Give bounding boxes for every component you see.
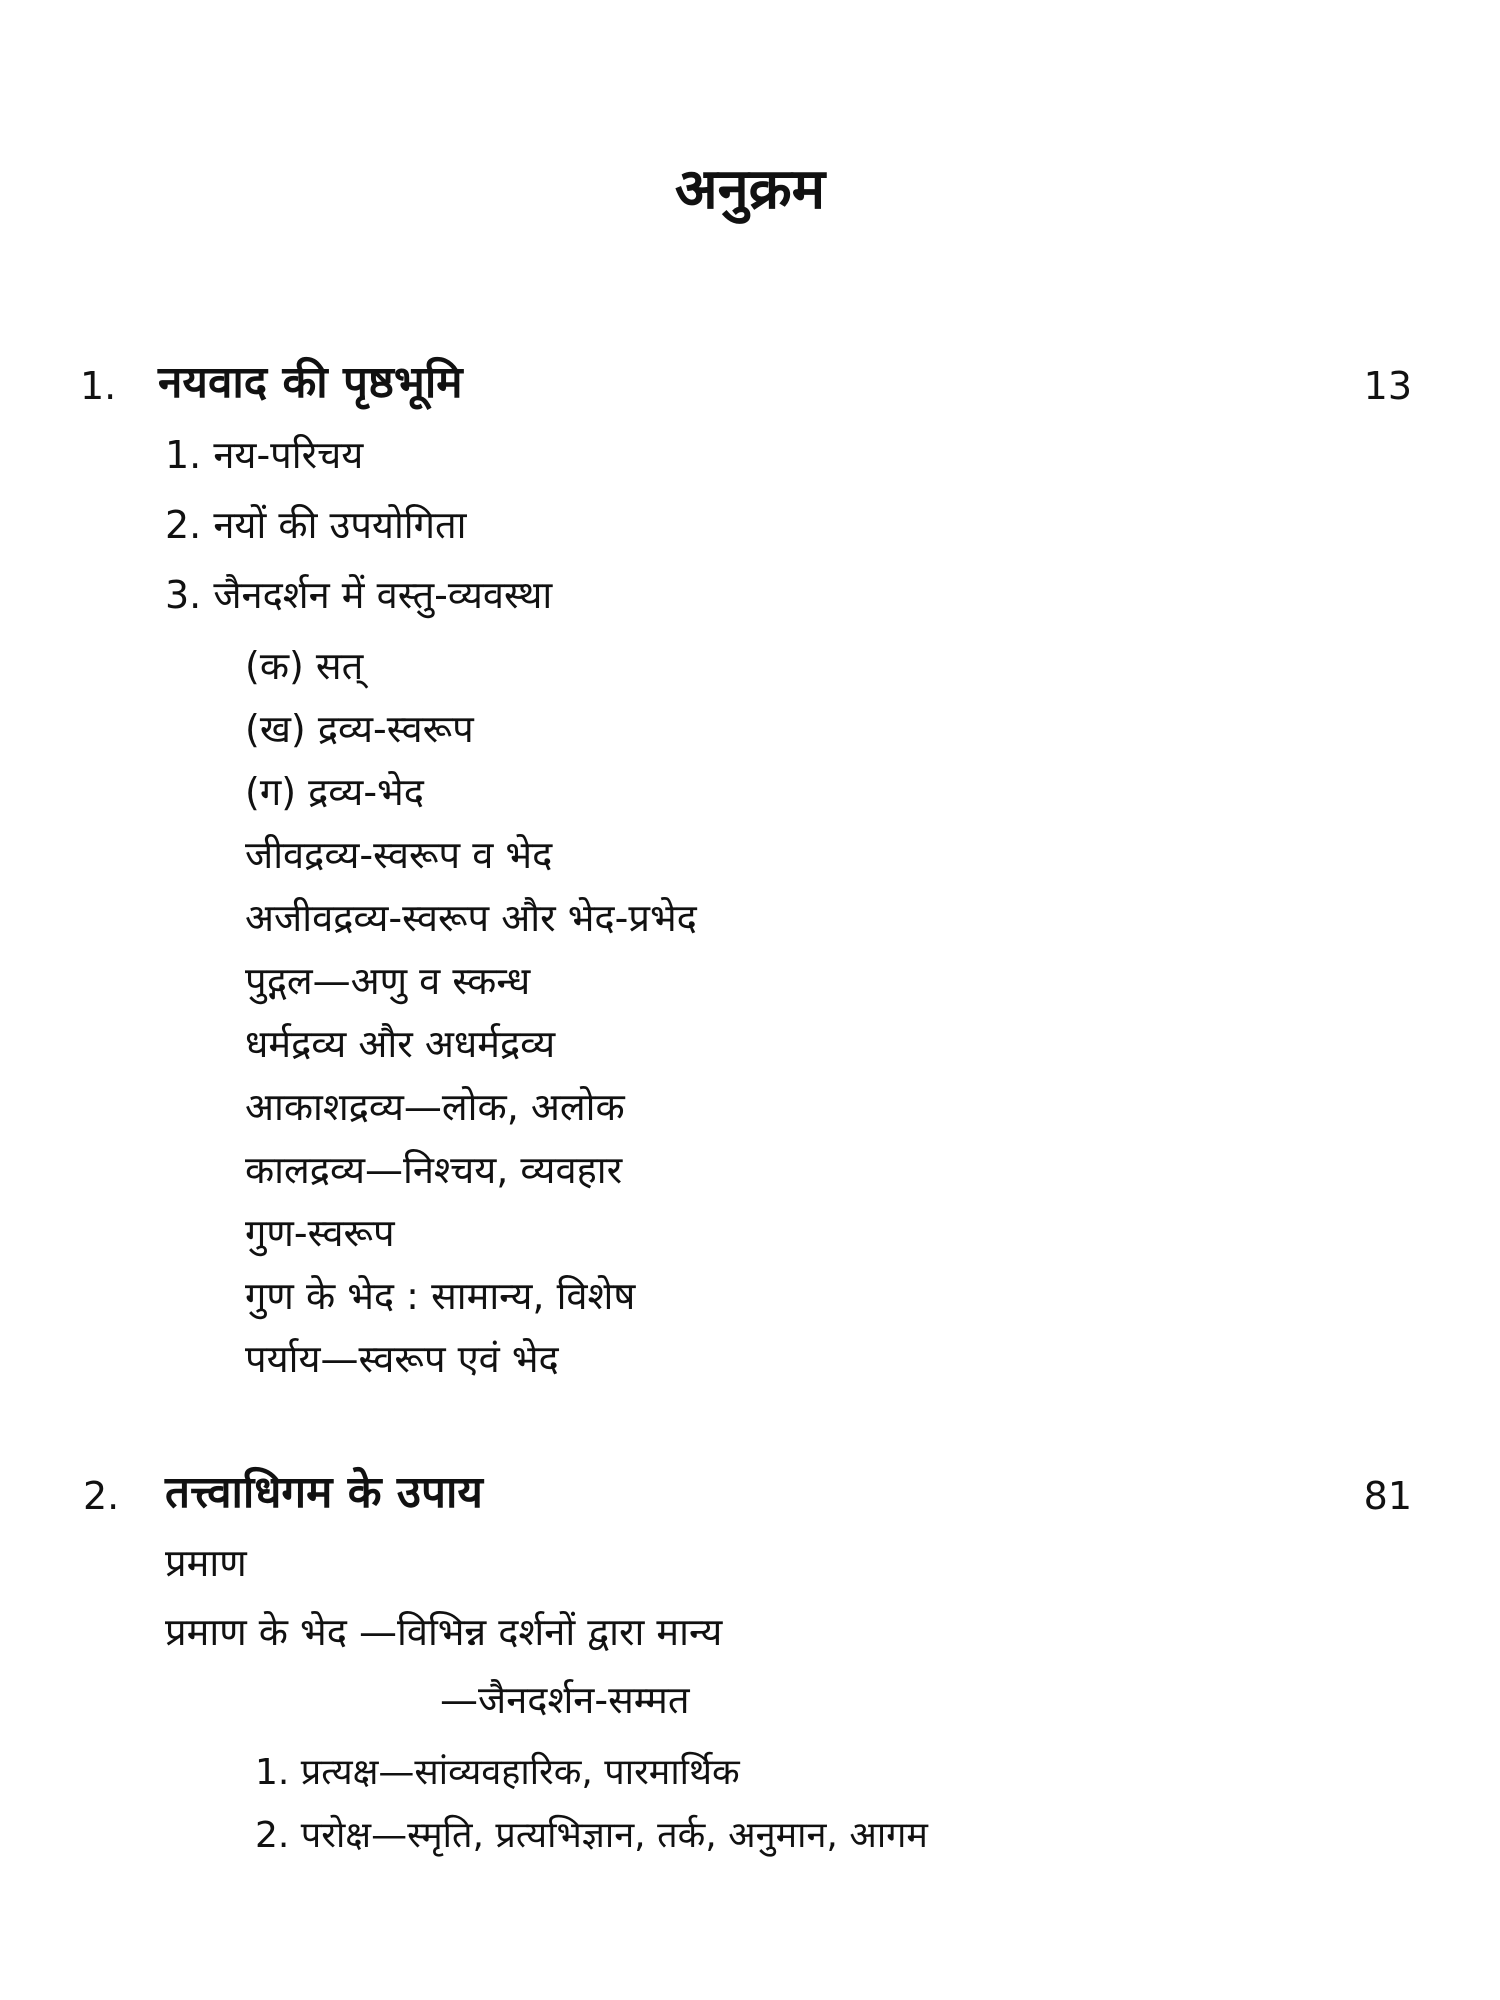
chapter-2-item: प्रमाण के भेद —विभिन्न दर्शनों द्वारा मान्य [165,1610,723,1654]
chapter-1-subitem: अजीवद्रव्य-स्वरूप और भेद-प्रभेद [245,896,697,940]
chapter-1-item: 2. नयों की उपयोगिता [165,503,467,547]
chapter-1-subitem: (क) सत् [245,644,364,688]
chapter-1-page: 13 [1363,364,1412,408]
chapter-1-number: 1. [80,364,117,408]
chapter-2-subitem: 2. परोक्ष—स्मृति, प्रत्यभिज्ञान, तर्क, अनुमान, आगम [255,1815,928,1856]
page-title: अनुक्रम [674,157,826,222]
chapter-1-subitem: (ग) द्रव्य-भेद [245,770,424,814]
chapter-1-title: नयवाद की पृष्ठभूमि [158,357,463,408]
chapter-2-item: प्रमाण [165,1541,247,1585]
chapter-1-subitem: कालद्रव्य—निश्चय, व्यवहार [245,1148,623,1192]
chapter-2-title: तत्त्वाधिगम के उपाय [165,1467,483,1518]
chapter-2-page: 81 [1363,1474,1412,1518]
chapter-1-item: 3. जैनदर्शन में वस्तु-व्यवस्था [165,573,553,617]
chapter-2-subitem: 1. प्रत्यक्ष—सांव्यवहारिक, पारमार्थिक [255,1752,740,1793]
chapter-1-subitem: पर्याय—स्वरूप एवं भेद [245,1337,559,1381]
chapter-1-subitem: जीवद्रव्य-स्वरूप व भेद [245,833,553,877]
chapter-2-number: 2. [83,1474,120,1518]
chapter-1-subitem: पुद्गल—अणु व स्कन्ध [245,959,531,1003]
chapter-1-subitem: (ख) द्रव्य-स्वरूप [245,707,474,751]
chapter-2-item: —जैनदर्शन-सम्मत [440,1678,690,1722]
chapter-1-subitem: धर्मद्रव्य और अधर्मद्रव्य [245,1022,556,1066]
chapter-1-subitem: आकाशद्रव्य—लोक, अलोक [245,1085,625,1129]
chapter-1-subitem: गुण-स्वरूप [245,1211,395,1255]
chapter-1-item: 1. नय-परिचय [165,433,364,477]
chapter-1-subitem: गुण के भेद : सामान्य, विशेष [245,1274,636,1318]
